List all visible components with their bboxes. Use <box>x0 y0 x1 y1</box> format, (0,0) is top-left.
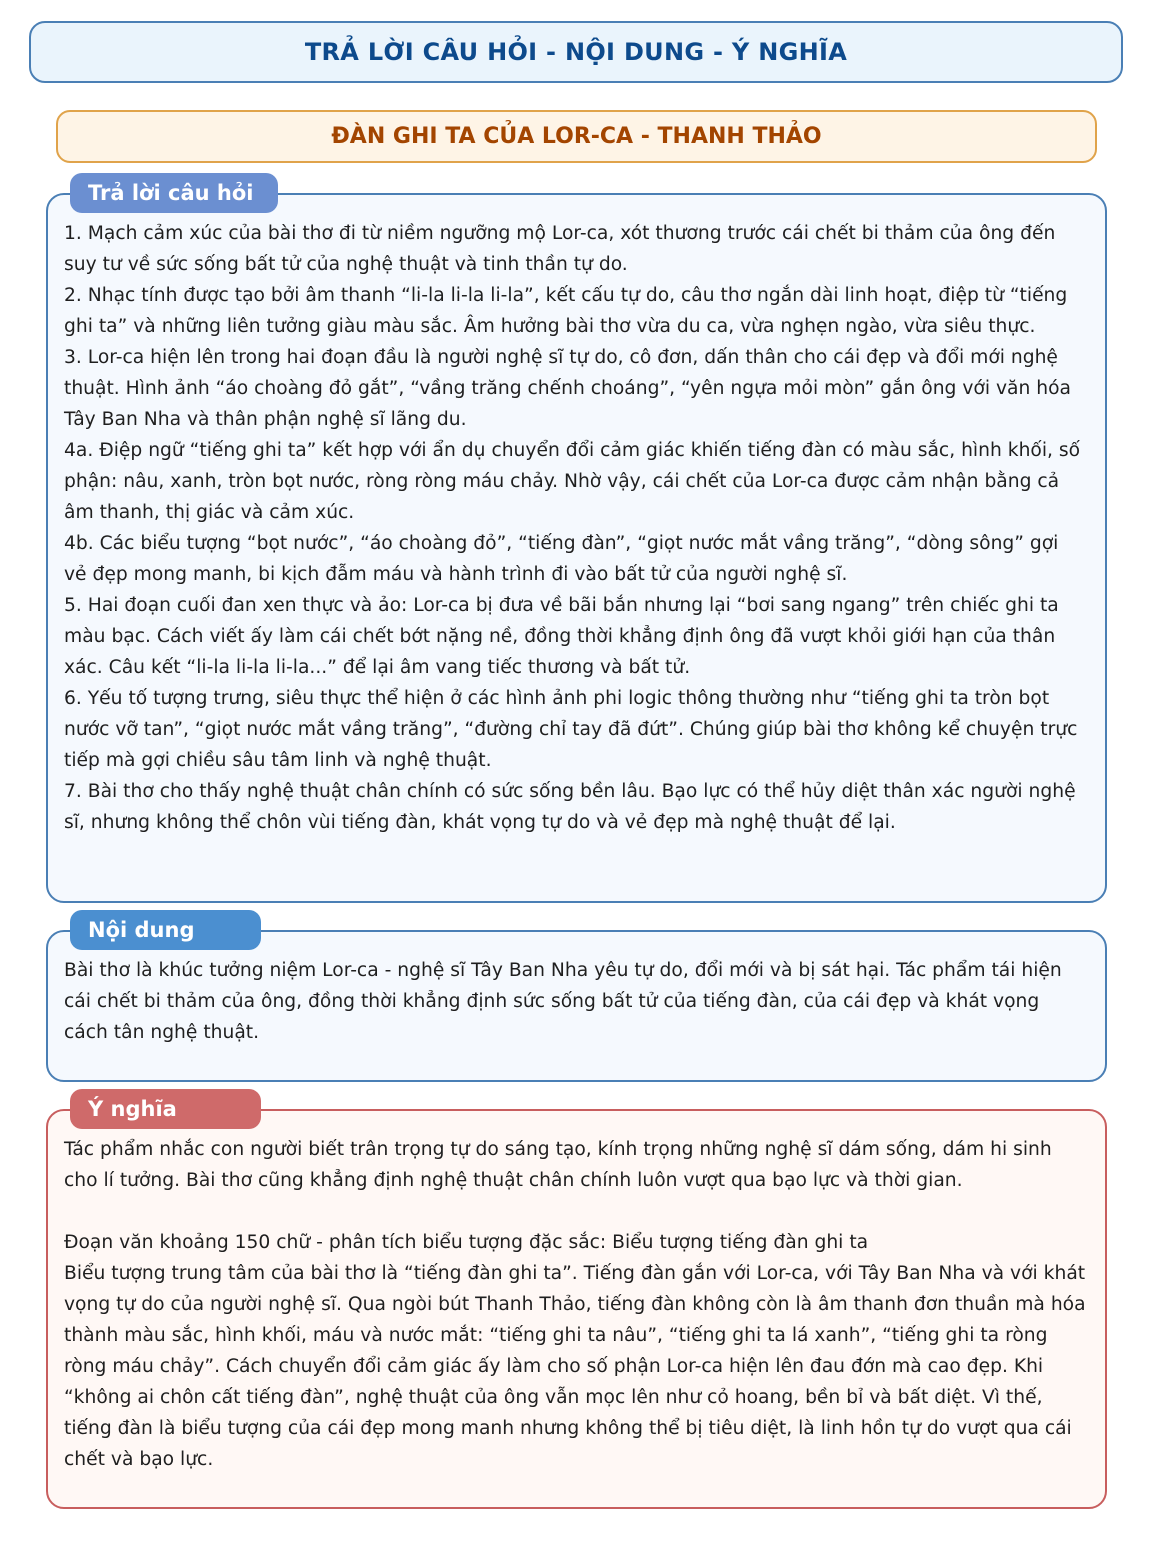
answer-item: 1. Mạch cảm xúc của bài thơ đi từ niềm ngưỡng mộ Lor-ca, xót thương trước cái chết bi thảm của ông đến suy tư về sức sống bất tử của nghệ thuật và tinh thần tự do. <box>64 223 1056 275</box>
answer-item: 6. Yếu tố tượng trưng, siêu thực thể hiện ở các hình ảnh phi logic thông thường như “tiếng ghi ta tròn bọt nước vỡ tan”, “giọt nước mắt vầng trăng”, “đường chỉ tay đã đứt”. Chúng giúp bài thơ không kể chuyện trực tiếp mà gợi chiều sâu tâm linh và nghệ thuật. <box>64 688 1078 771</box>
content-text: Bài thơ là khúc tưởng niệm Lor-ca - nghệ sĩ Tây Ban Nha yêu tự do, đổi mới và bị sát hại. Tác phẩm tái hiện cái chết bi thảm của ông, đồng thời khẳng định sức sống bất tử của tiếng đàn, của cái đẹp và khát vọng cách tân nghệ thuật. <box>64 960 1062 1043</box>
content-tab <box>70 910 261 950</box>
essay-text: Biểu tượng trung tâm của bài thơ là “tiếng đàn ghi ta”. Tiếng đàn gắn với Lor-ca, với Tây Ban Nha và với khát vọng tự do của người nghệ sĩ. Qua ngòi bút Thanh Thảo, tiếng đàn không còn là âm thanh đơn thuần mà hóa thành màu sắc, hình khối, máu và nước mắt: “tiếng ghi ta nâu”, “tiếng ghi ta lá xanh”, “tiếng ghi ta ròng ròng máu chảy”. Cách chuyển đổi cảm giác ấy làm cho số phận Lor-ca hiện lên đau đớn mà cao đẹp. Khi “không ai chôn cất tiếng đàn”, nghệ thuật của ông vẫn mọc lên như cỏ hoang, bền bỉ và bất diệt. Vì thế, tiếng đàn là biểu tượng của cái đẹp mong manh nhưng không thể bị tiêu diệt, là linh hồn tự do vượt qua cái chết và bạo lực. <box>64 1263 1086 1470</box>
answer-item: 7. Bài thơ cho thấy nghệ thuật chân chính có sức sống bền lâu. Bạo lực có thể hủy diệt thân xác người nghệ sĩ, nhưng không thể chôn vùi tiếng đàn, khát vọng tự do và vẻ đẹp mà nghệ thuật để lại. <box>64 781 1076 833</box>
main-header <box>29 21 1123 83</box>
answers-body <box>64 218 1086 838</box>
content-tab-label: Nội dung <box>88 918 195 942</box>
answers-tab <box>70 173 278 213</box>
meaning-tab <box>70 1089 261 1129</box>
meaning-text: Tác phẩm nhắc con người biết trân trọng tự do sáng tạo, kính trọng những nghệ sĩ dám sống, dám hi sinh cho lí tưởng. Bài thơ cũng khẳng định nghệ thuật chân chính luôn vượt qua bạo lực và thời gian. <box>64 1139 1052 1191</box>
answer-item: 2. Nhạc tính được tạo bởi âm thanh “li-la li-la li-la”, kết cấu tự do, câu thơ ngắn dài linh hoạt, điệp từ “tiếng ghi ta” và những liên tưởng giàu màu sắc. Âm hưởng bài thơ vừa du ca, vừa nghẹn ngào, vừa siêu thực. <box>64 285 1068 337</box>
answers-tab-label: Trả lời câu hỏi <box>88 181 254 205</box>
answer-item: 4a. Điệp ngữ “tiếng ghi ta” kết hợp với ẩn dụ chuyển đổi cảm giác khiến tiếng đàn có màu sắc, hình khối, số phận: nâu, xanh, tròn bọt nước, ròng ròng máu chảy. Nhờ vậy, cái chết của Lor-ca được cảm nhận bằng cả âm thanh, thị giác và cảm xúc. <box>64 440 1081 523</box>
essay-heading: Đoạn văn khoảng 150 chữ - phân tích biểu tượng đặc sắc: Biểu tượng tiếng đàn ghi ta <box>64 1232 869 1253</box>
answer-item: 3. Lor-ca hiện lên trong hai đoạn đầu là người nghệ sĩ tự do, cô đơn, dấn thân cho cái đẹp và đổi mới nghệ thuật. Hình ảnh “áo choàng đỏ gắt”, “vầng trăng chếnh choáng”, “yên ngựa mỏi mòn” gắn ông với văn hóa Tây Ban Nha và thân phận nghệ sĩ lãng du. <box>64 347 1071 430</box>
content-body <box>64 955 1086 1048</box>
page-title: TRẢ LỜI CÂU HỎI - NỘI DUNG - Ý NGHĨA <box>304 38 848 66</box>
answer-item: 4b. Các biểu tượng “bọt nước”, “áo choàng đỏ”, “tiếng đàn”, “giọt nước mắt vầng trăng”, “dòng sông” gợi vẻ đẹp mong manh, bi kịch đẫm máu và hành trình đi vào bất tử của người nghệ sĩ. <box>64 533 1059 585</box>
meaning-body <box>64 1134 1086 1475</box>
meaning-tab-label: Ý nghĩa <box>88 1097 177 1121</box>
work-title: ĐÀN GHI TA CỦA LOR-CA - THANH THẢO <box>331 124 822 149</box>
answer-item: 5. Hai đoạn cuối đan xen thực và ảo: Lor-ca bị đưa về bãi bắn nhưng lại “bơi sang ngang” trên chiếc ghi ta màu bạc. Cách viết ấy làm cái chết bớt nặng nề, đồng thời khẳng định ông đã vượt khỏi giới hạn của thân xác. Câu kết “li-la li-la li-la...” để lại âm vang tiếc thương và bất tử. <box>64 595 1059 678</box>
sub-header <box>56 110 1097 163</box>
